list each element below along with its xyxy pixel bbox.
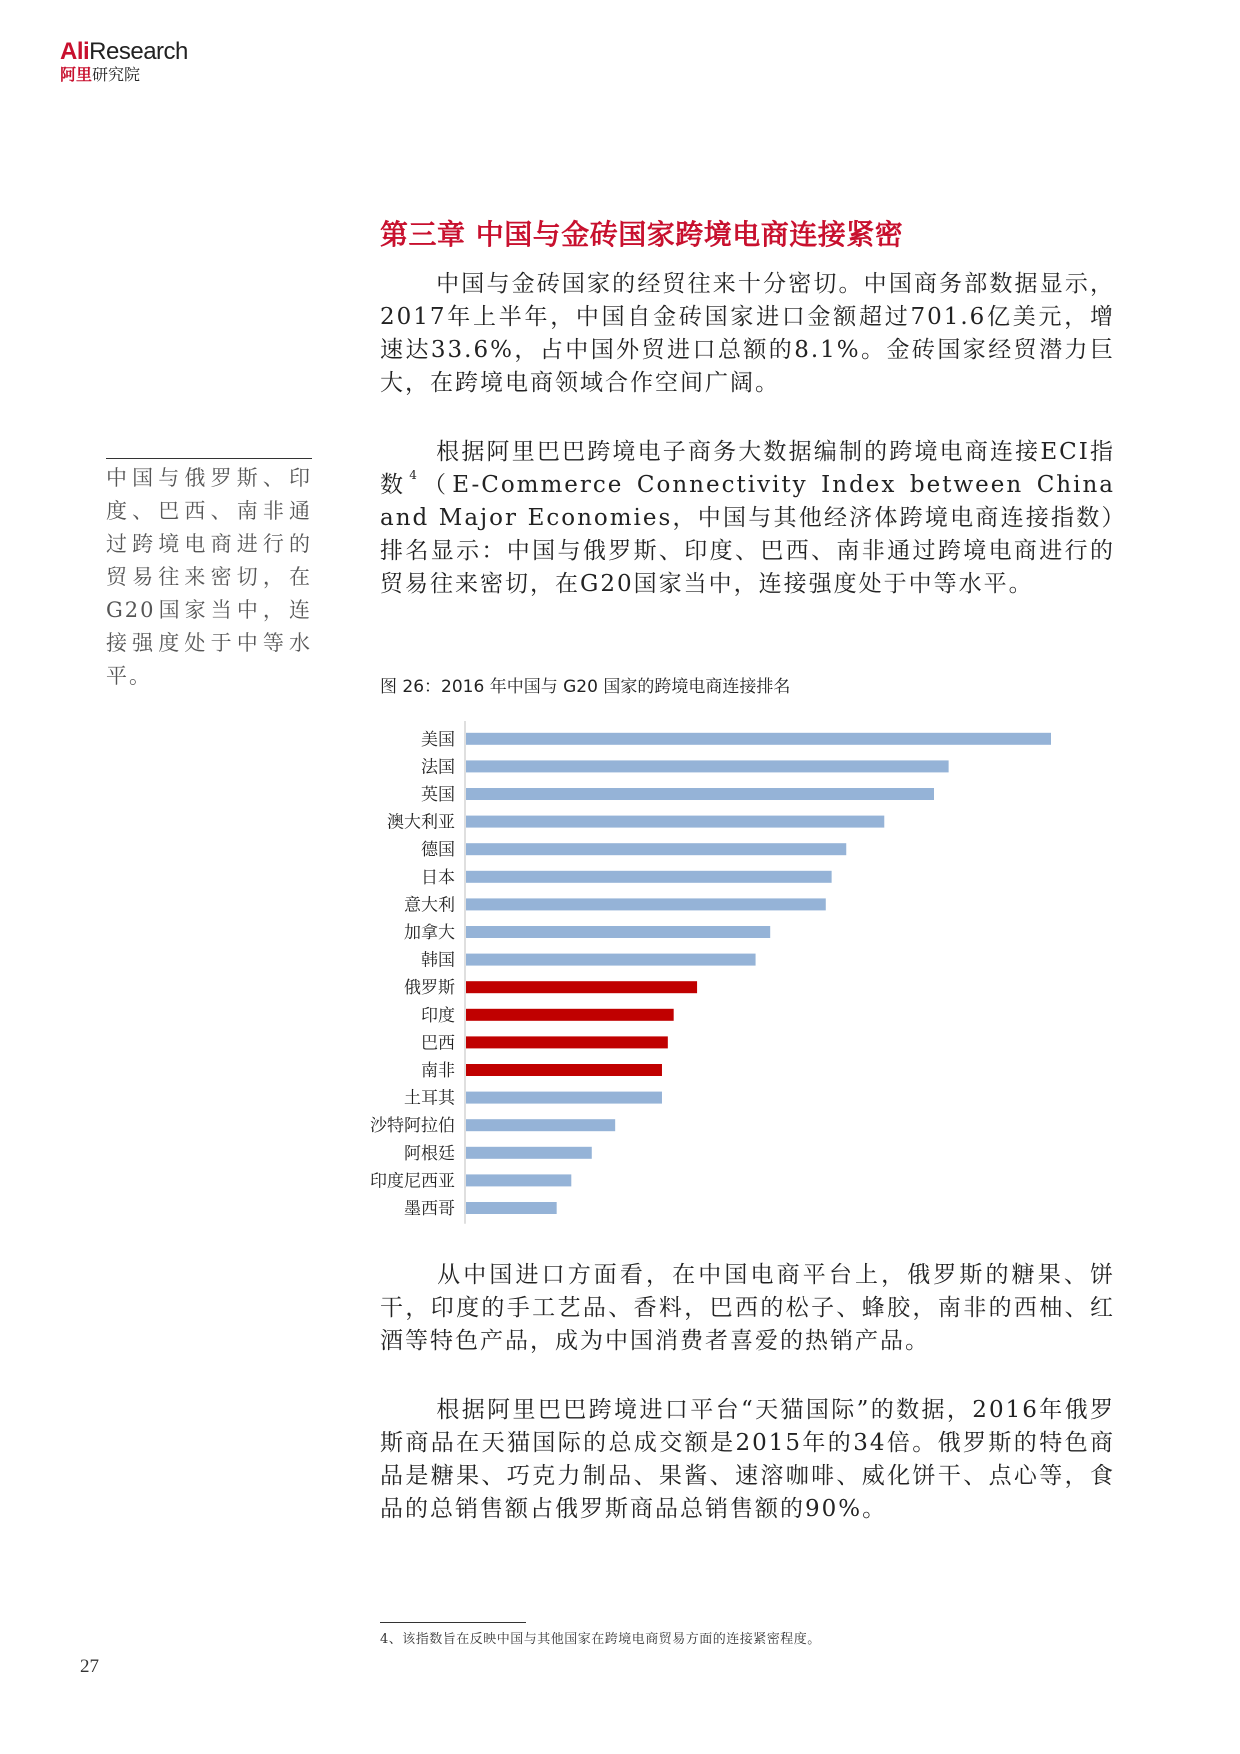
category-label: 墨西哥 [404,1199,455,1219]
bar-default [466,871,832,883]
logo-chinese [60,65,188,85]
bar-default [466,733,1051,745]
category-label: 印度 [421,1005,455,1026]
bar-default [466,954,756,966]
bar-default [466,816,884,828]
paragraph-4-text: 根据阿里巴巴跨境进口平台“天猫国际”的数据，2016年俄罗斯商品在天猫国际的总成交额是2015年的34倍。俄罗斯的特色商品是糖果、巧克力制品、果酱、速溶咖啡、威化饼干、点心等，食品的总销售额占俄罗斯商品总销售额的90%。 [380,1397,1115,1522]
logo-institute-cn: 研究院 [92,65,141,84]
sidebar-note: 中国与俄罗斯、印度、巴西、南非通过跨境电商进行的贸易往来密切，在G20国家当中，连接强度处于中等水平。 [106,466,312,688]
category-label: 土耳其 [404,1088,455,1109]
sidebar-rule [106,458,312,459]
paragraph-1-text: 中国与金砖国家的经贸往来十分密切。中国商务部数据显示，2017年上半年，中国自金砖国家进口金额超过701.6亿美元，增速达33.6%，占中国外贸进口总额的8.1%。金砖国家经贸潜力巨大，在跨境电商领域合作空间广阔。 [380,271,1115,396]
paragraph-3 [380,1259,1115,1358]
bar-default [466,1174,571,1186]
category-label: 南非 [421,1061,455,1081]
footnote-rule [380,1622,526,1623]
paragraph-4 [380,1394,1115,1526]
eci-ranking-bar-chart [340,715,1070,1225]
category-label: 印度尼西亚 [370,1171,455,1192]
category-label: 阿根廷 [404,1143,455,1164]
alresearch-logo [60,40,188,85]
category-label: 沙特阿拉伯 [370,1116,455,1137]
bar-highlight [466,1036,668,1048]
bar-default [466,926,770,938]
category-label: 英国 [421,785,455,805]
logo-wordmark [60,40,188,64]
paragraph-2 [380,436,1115,601]
bar-highlight [466,1064,662,1076]
chapter-title: 第三章 中国与金砖国家跨境电商连接紧密 [380,218,904,251]
bar-default [466,843,846,855]
footnote: 4、该指数旨在反映中国与其他国家在跨境电商贸易方面的连接紧密程度。 [380,1632,821,1647]
bar-highlight [466,1009,674,1021]
bar-default [466,760,949,772]
paragraph-1 [380,268,1115,400]
bar-default [466,1147,592,1159]
category-label: 意大利 [404,895,455,916]
category-label: 澳大利亚 [387,812,455,833]
logo-research: Research [89,38,188,65]
logo-ali: Ali [60,38,90,65]
bar-default [466,1202,557,1214]
bar-highlight [466,981,697,993]
page-number: 27 [80,1656,99,1677]
footnote-ref: 4 [409,468,419,482]
category-label: 美国 [421,729,455,750]
category-label: 韩国 [421,950,455,971]
logo-ali-cn: 阿里 [60,65,93,84]
category-label: 法国 [421,757,455,778]
bar-default [466,898,826,910]
category-label: 俄罗斯 [404,978,455,999]
bar-default [466,1092,662,1104]
category-label: 巴西 [421,1033,455,1054]
bar-default [466,1119,615,1131]
paragraph-2-text-before: 根据阿里巴巴跨境电子商务大数据编制的跨境电商连接ECI指数 [380,439,1115,498]
category-label: 日本 [421,867,455,888]
bar-default [466,788,934,800]
paragraph-2-text-after: （E-Commerce Connectivity Index between China and Major Economies，中国与其他经济体跨境电商连接指数）排名显示：中国与俄罗斯、印度、巴西、南非通过跨境电商进行的贸易往来密切，在G20国家当中，连接强度处于中等水平。 [380,472,1115,597]
category-label: 加拿大 [404,923,455,943]
paragraph-3-text: 从中国进口方面看，在中国电商平台上，俄罗斯的糖果、饼干，印度的手工艺品、香料，巴西的松子、蜂胶，南非的西柚、红酒等特色产品，成为中国消费者喜爱的热销产品。 [380,1262,1115,1354]
figure-caption: 图 26：2016 年中国与 G20 国家的跨境电商连接排名 [380,677,791,697]
category-label: 德国 [421,840,455,861]
